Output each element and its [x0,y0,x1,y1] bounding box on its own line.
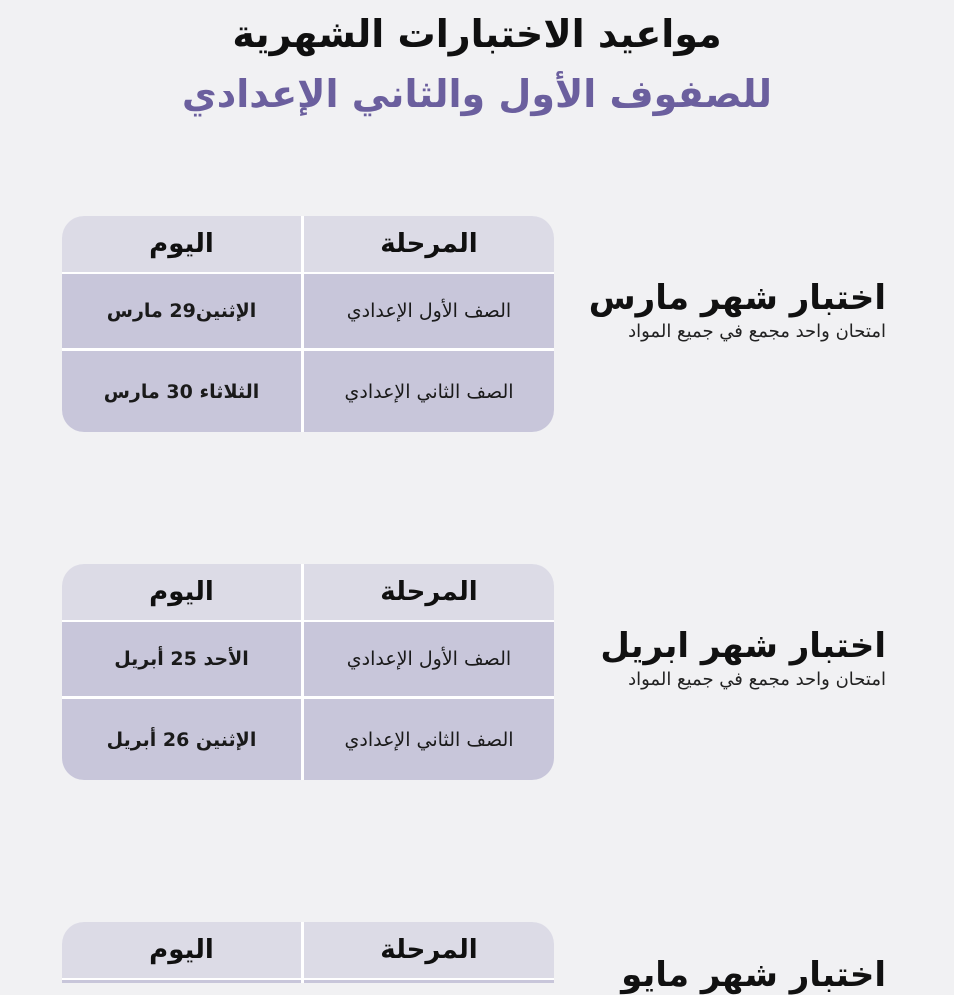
table-cell-stage [301,978,554,983]
table-cell-stage: الصف الأول الإعدادي [301,272,554,348]
schedule-table-may [62,922,554,983]
page-title: مواعيد الاختبارات الشهرية [232,12,722,56]
schedule-table-march [62,216,554,432]
table-cell-stage: الصف الثاني الإعدادي [301,696,554,780]
section-march-heading [566,278,886,344]
column-header-day: اليوم [62,922,301,978]
table-cell-day: الثلاثاء 30 مارس [62,348,301,432]
table-cell-stage: الصف الأول الإعدادي [301,620,554,696]
column-header-stage: المرحلة [301,922,554,978]
column-header-day: اليوم [62,564,301,620]
schedule-table-april [62,564,554,780]
section-title: اختبار شهر مايو [621,955,886,995]
table-cell-day [62,978,301,983]
table-cell-day: الأحد 25 أبريل [62,620,301,696]
section-title: اختبار شهر ابريل [600,626,886,666]
section-title: اختبار شهر مارس [588,278,886,318]
section-may-heading [566,955,886,995]
column-header-stage: المرحلة [301,216,554,272]
column-header-day: اليوم [62,216,301,272]
section-description: امتحان واحد مجمع في جميع المواد [628,321,886,342]
column-header-stage: المرحلة [301,564,554,620]
table-cell-day: الإثنين29 مارس [62,272,301,348]
section-april-heading [566,626,886,692]
section-description: امتحان واحد مجمع في جميع المواد [628,669,886,690]
page-subtitle: للصفوف الأول والثاني الإعدادي [181,72,773,116]
table-cell-day: الإثنين 26 أبريل [62,696,301,780]
table-cell-stage: الصف الثاني الإعدادي [301,348,554,432]
